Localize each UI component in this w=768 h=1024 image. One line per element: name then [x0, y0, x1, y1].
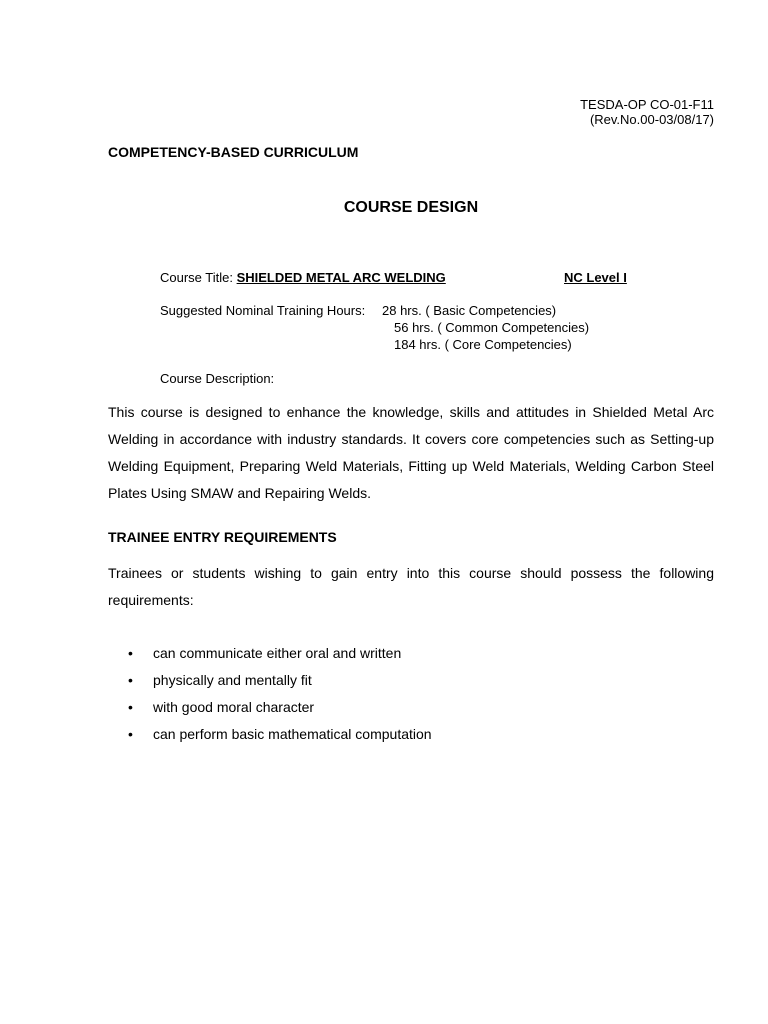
- form-number: TESDA-OP CO-01-F11: [580, 97, 714, 112]
- requirement-text: physically and mentally fit: [153, 672, 312, 688]
- course-design-heading: COURSE DESIGN: [343, 199, 479, 216]
- training-hours-core: 184 hrs. ( Core Competencies): [394, 337, 572, 352]
- course-description-text: This course is designed to enhance the knowledge, skills and attitudes in Shielded Metal Arc Welding in accordance with industry standards. It covers core competencies such as Setting-up Welding Equipment, Preparing Weld Materials, Fitting up Weld Materials, Welding Carbon Steel Plates Using SMAW and Repairing Welds.: [108, 404, 714, 501]
- requirement-text: can perform basic mathematical computation: [153, 726, 432, 742]
- bullet-icon: •: [128, 672, 133, 688]
- course-title-value: SHIELDED METAL ARC WELDING: [236, 270, 446, 285]
- course-description-label: Course Description:: [160, 371, 275, 386]
- course-title-label: Course Title:: [160, 270, 237, 285]
- bullet-icon: •: [128, 645, 133, 661]
- nc-level: NC Level I: [564, 270, 627, 285]
- training-hours-common: 56 hrs. ( Common Competencies): [394, 320, 590, 335]
- training-hours-label: Suggested Nominal Training Hours:: [160, 303, 366, 318]
- trainee-entry-intro: Trainees or students wishing to gain entry into this course should possess the following requirements:: [108, 565, 714, 608]
- bullet-icon: •: [128, 699, 133, 715]
- document-code: [580, 97, 714, 127]
- requirement-text: can communicate either oral and written: [153, 645, 402, 661]
- curriculum-heading: COMPETENCY-BASED CURRICULUM: [108, 144, 359, 160]
- bullet-icon: •: [128, 726, 133, 742]
- revision-number: (Rev.No.00-03/08/17): [589, 112, 714, 127]
- trainee-entry-heading: TRAINEE ENTRY REQUIREMENTS: [108, 529, 337, 545]
- course-title-row: [160, 270, 446, 285]
- training-hours-basic: 28 hrs. ( Basic Competencies): [382, 303, 557, 318]
- requirement-text: with good moral character: [153, 699, 315, 715]
